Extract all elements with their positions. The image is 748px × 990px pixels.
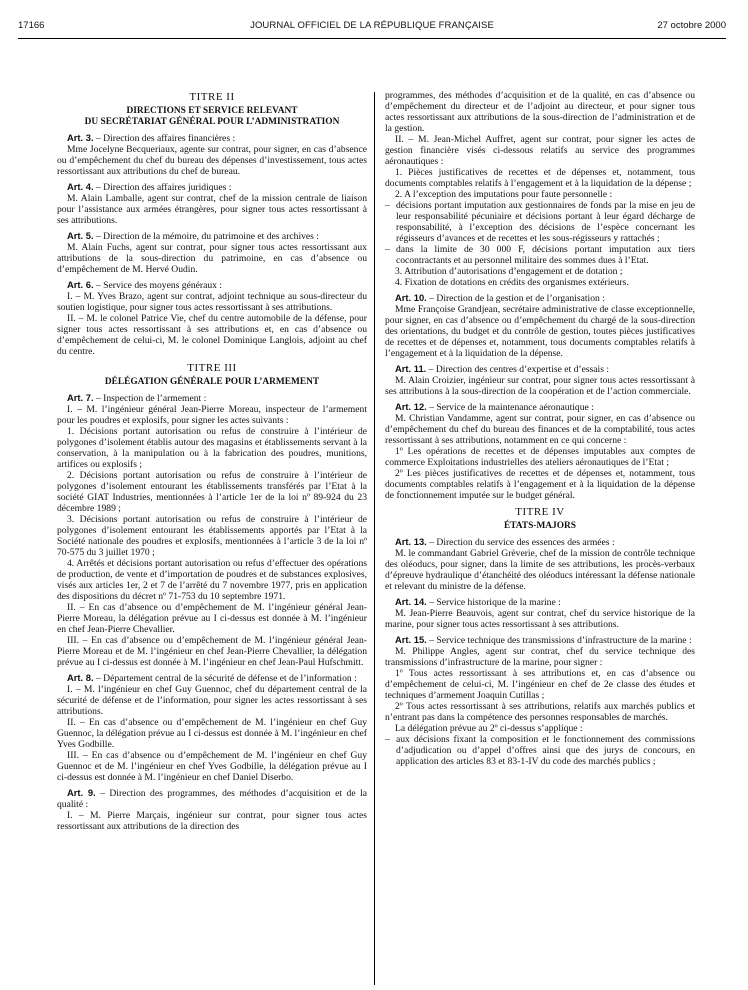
article-9-item-4: 4. Fixation de dotations en crédits des organismes extérieurs.: [395, 277, 629, 288]
article-7-item-3: 3. Décisions portant autorisation ou refus de construire à l’intérieur de polygones d’isolement entourant les établissements apportés par l’Etat à la Société nationale des poudres et explosifs, mentionnées à l’article 3 de la loi nº 70-575 du 3 juillet 1970 ;: [57, 514, 367, 558]
article-7-heading: Art. 7. – Inspection de l’armement :: [67, 392, 207, 404]
article-12-text: M. Christian Vandamme, agent sur contrat, pour signer, en cas d’absence ou d’empêchement du chef du bureau des finances et de la comptabilité, tous actes ressortissant à ses attributions, notamment en ce qui concerne :: [385, 413, 695, 446]
article-10-heading: Art. 10. – Direction de la gestion et de l’organisation :: [395, 292, 605, 304]
article-12-item-1: 1º Les opérations de recettes et de dépenses imputables aux comptes de commerce Exploitations industrielles des ateliers aéronautiques de l’Etat ;: [385, 446, 695, 468]
article-7-text-i: I. – M. l’ingénieur général Jean-Pierre Moreau, inspecteur de l’armement pour les poudres et explosifs, pour signer les actes suivants :: [57, 404, 367, 426]
article-6-heading: Art. 6. – Service des moyens généraux :: [67, 279, 222, 291]
titre-iii-subtitle: DÉLÉGATION GÉNÉRALE POUR L’ARMEMENT: [104, 377, 320, 387]
left-column: [57, 92, 367, 832]
article-6-text-i: I. – M. Yves Brazo, agent sur contrat, adjoint technique au sous-directeur du soutien logistique, pour signer tous actes ressortissant à ses attributions.: [57, 291, 367, 313]
article-8-text-i: I. – M. l’ingénieur en chef Guy Guennoc, chef du département central de la sécurité de défense et de l’information, pour signer les actes ressortissant à ses attributions.: [57, 684, 367, 717]
article-3-text: Mme Jocelyne Becqueriaux, agente sur contrat, pour signer, en cas d’absence ou d’empêchement du chef du bureau des dépenses d’investissement, tous actes ressortissant aux attributions du chef de bureau.: [57, 144, 367, 177]
article-9-heading: Art. 9. – Direction des programmes, des méthodes d’acquisition et de la qualité :: [57, 787, 367, 810]
titre-ii-heading: TITRE II: [189, 91, 235, 103]
article-8-text-ii: II. – En cas d’absence ou d’empêchement de M. l’ingénieur en chef Guy Guennoc, la délégation prévue au I ci-dessus est donnée à M. l’ingénieur en chef Yves Godbille.: [57, 717, 367, 750]
running-header: [18, 12, 726, 39]
article-3-heading: Art. 3. – Direction des affaires financières :: [67, 132, 236, 144]
journal-title: JOURNAL OFFICIEL DE LA RÉPUBLIQUE FRANÇAISE: [250, 20, 494, 31]
article-4-text: M. Alain Lamballe, agent sur contrat, chef de la mission centrale de liaison pour l’assistance aux armées étrangères, pour signer tous actes ressortissant à ses attributions.: [57, 193, 367, 226]
column-divider: [374, 92, 375, 985]
article-9-text-i: I. – M. Pierre Marçais, ingénieur sur contrat, pour signer tous actes ressortissant aux attributions de la direction des: [57, 810, 367, 832]
titre-iv-subtitle: ÉTATS-MAJORS: [503, 521, 577, 531]
article-4-heading: Art. 4. – Direction des affaires juridiques :: [67, 181, 232, 193]
article-9-text-ii: II. – M. Jean-Michel Auffret, agent sur contrat, pour signer les actes de gestion financière visés ci-dessous relatifs au service des programmes aéronautiques :: [385, 134, 695, 167]
article-5-text: M. Alain Fuchs, agent sur contrat, pour signer tous actes ressortissant aux attributions de la sous-direction du patrimoine, en cas d’absence ou d’empêchement de M. Hervé Oudin.: [57, 242, 367, 275]
article-7-item-1: 1. Décisions portant autorisation ou refus de construire à l’intérieur de polygones d’isolement établis autour des magasins et établissements servant à la conservation, à la manipulation ou à la fabrication des poudres, munitions, artifices ou explosifs ;: [57, 426, 367, 470]
page-number: 17166: [18, 20, 45, 31]
list-item: – aux décisions fixant la composition et le fonctionnement des commissions d’adjudication ou d’appel d’offres ainsi que des jurys de concours, en application des articles 83 et 83-1-IV du code des marchés publics ;: [385, 734, 695, 767]
article-7-text-iii: III. – En cas d’absence ou d’empêchement de M. l’ingénieur général Jean-Pierre Moreau et de M. l’ingénieur en chef Jean-Pierre Chevallier, la délégation prévue au I ci-dessus est donnée à M. l’ingénieur en chef Jean-Paul Hufschmitt.: [57, 635, 367, 668]
article-15-heading: Art. 15. – Service technique des transmissions d’infrastructure de la marine :: [395, 634, 692, 646]
article-9-item-2: 2. A l’exception des imputations pour faute personnelle :: [395, 189, 613, 200]
article-12-heading: Art. 12. – Service de la maintenance aéronautique :: [395, 401, 594, 413]
right-column: [385, 90, 695, 767]
titre-iv-heading: TITRE IV: [515, 506, 565, 518]
article-7-item-4: 4. Arrêtés et décisions portant autorisation ou refus d’effectuer des opérations de production, de vente et d’importation de poudres et de substances explosives, visés aux articles 1er, 2 et 7 de l’arrêté du 7 novembre 1977, pris en application des dispositions du décret nº 71-753 du 10 septembre 1971.: [57, 558, 367, 602]
article-13-heading: Art. 13. – Direction du service des essences des armées :: [395, 536, 615, 548]
article-9-item-1: 1. Pièces justificatives de recettes et de dépenses et, notamment, tous documents comptables relatifs à l’engagement et à la liquidation de la dépense ;: [385, 167, 695, 189]
article-15-text: M. Philippe Angles, agent sur contrat, chef du service technique des transmissions d’infrastructure de la marine, pour signer :: [385, 646, 695, 668]
article-8-heading: Art. 8. – Département central de la sécurité de défense et de l’information :: [67, 672, 357, 684]
article-7-text-ii: II. – En cas d’absence ou d’empêchement de M. l’ingénieur général Jean-Pierre Moreau, la délégation prévue au I ci-dessus est donnée à M. l’ingénieur en chef Jean-Pierre Chevallier.: [57, 602, 367, 635]
article-15-item-1: 1º Tous actes ressortissant à ses attributions et, en cas d’absence ou d’empêchement de celui-ci, M. l’ingénieur en chef de 2e classe des études et techniques d’armement Joaquin Cutillas ;: [385, 668, 695, 701]
article-10-text: Mme Françoise Grandjean, secrétaire administrative de classe exceptionnelle, pour signer, en cas d’absence ou d’empêchement du chargé de la sous-direction des orientations, du budget et du contrôle de gestion, toutes pièces justificatives de recettes et de dépenses et, notamment, tous documents comptables relatifs à l’engagement et à la liquidation de la dépense.: [385, 304, 695, 359]
article-14-text: M. Jean-Pierre Beauvois, agent sur contrat, chef du service historique de la marine, pour signer tous actes ressortissant à ses attributions.: [385, 608, 695, 630]
article-12-item-2: 2º Les pièces justificatives de recettes et de dépenses et, notamment, tous documents comptables relatifs à l’engagement et à la liquidation de la dépense de fonctionnement imputée sur le budget général.: [385, 468, 695, 501]
article-7-item-2: 2. Décisions portant autorisation ou refus de construire à l’intérieur de polygones d’isolement entourant les établissements transférés par l’Etat à la société GIAT Industries, mentionnées à l’article 1er de la loi nº 89-924 du 23 décembre 1989 ;: [57, 470, 367, 514]
article-5-heading: Art. 5. – Direction de la mémoire, du patrimoine et des archives :: [67, 230, 319, 242]
titre-iii-heading: TITRE III: [187, 362, 237, 374]
article-15-item-2: 2º Tous actes ressortissant à ses attributions, relatifs aux marchés publics et n’entrant pas dans la compétence des personnes responsables de marchés.: [385, 701, 695, 723]
article-9-continuation: programmes, des méthodes d’acquisition et de la qualité, en cas d’absence ou d’empêchement du directeur et de l’adjoint au directeur, et pour signer tous actes ressortissant aux attributions de la sous-direction de l’administration et de la gestion.: [385, 90, 695, 134]
article-9-item-3: 3. Attribution d’autorisations d’engagement et de dotation ;: [395, 266, 623, 277]
issue-date: 27 octobre 2000: [657, 20, 726, 31]
article-15-delegation: La délégation prévue au 2º ci-dessus s’applique :: [395, 723, 583, 734]
article-8-text-iii: III. – En cas d’absence ou d’empêchement de M. l’ingénieur en chef Guy Guennoc et de M. l’ingénieur en chef Yves Godbille, la délégation prévue au I ci-dessus est donnée à M. l’ingénieur en chef Daniel Diserbo.: [57, 750, 367, 783]
article-11-text: M. Alain Croizier, ingénieur sur contrat, pour signer tous actes ressortissant à ses attributions à la sous-direction de la coopération et de l’action commerciale.: [385, 375, 695, 397]
list-item: – dans la limite de 30 000 F, décisions portant imputation aux tiers cocontractants et au personnel militaire des sommes dues à l’Etat.: [385, 244, 695, 266]
article-6-text-ii: II. – M. le colonel Patrice Vie, chef du centre automobile de la défense, pour signer tous actes ressortissant à ses attributions et, en cas d’absence ou d’empêchement de celui-ci, M. le colonel Dominique Langlois, adjoint au chef du centre.: [57, 313, 367, 357]
article-13-text: M. le commandant Gabriel Grèverie, chef de la mission de contrôle technique des oléoducs, pour signer, dans la limite de ses attributions, les procès-verbaux d’épreuve hydraulique d’étanchéité des oléoducs intéressant la défense nationale et relevant du ministre de la défense.: [385, 548, 695, 592]
list-item: – décisions portant imputation aux gestionnaires de fonds par la mise en jeu de leur responsabilité pécuniaire et décisions portant à leur égard décharge de responsabilité, à l’exception des décisions de l’espèce concernant les régisseurs d’avances et de recettes et les sous-régisseurs y rattachés ;: [385, 200, 695, 244]
titre-ii-subtitle: DIRECTIONS ET SERVICE RELEVANT DU SECRÉTARIAT GÉNÉRAL POUR L’ADMINISTRATION: [84, 106, 340, 127]
article-11-heading: Art. 11. – Direction des centres d’expertise et d’essais :: [395, 363, 610, 375]
article-14-heading: Art. 14. – Service historique de la marine :: [395, 596, 561, 608]
